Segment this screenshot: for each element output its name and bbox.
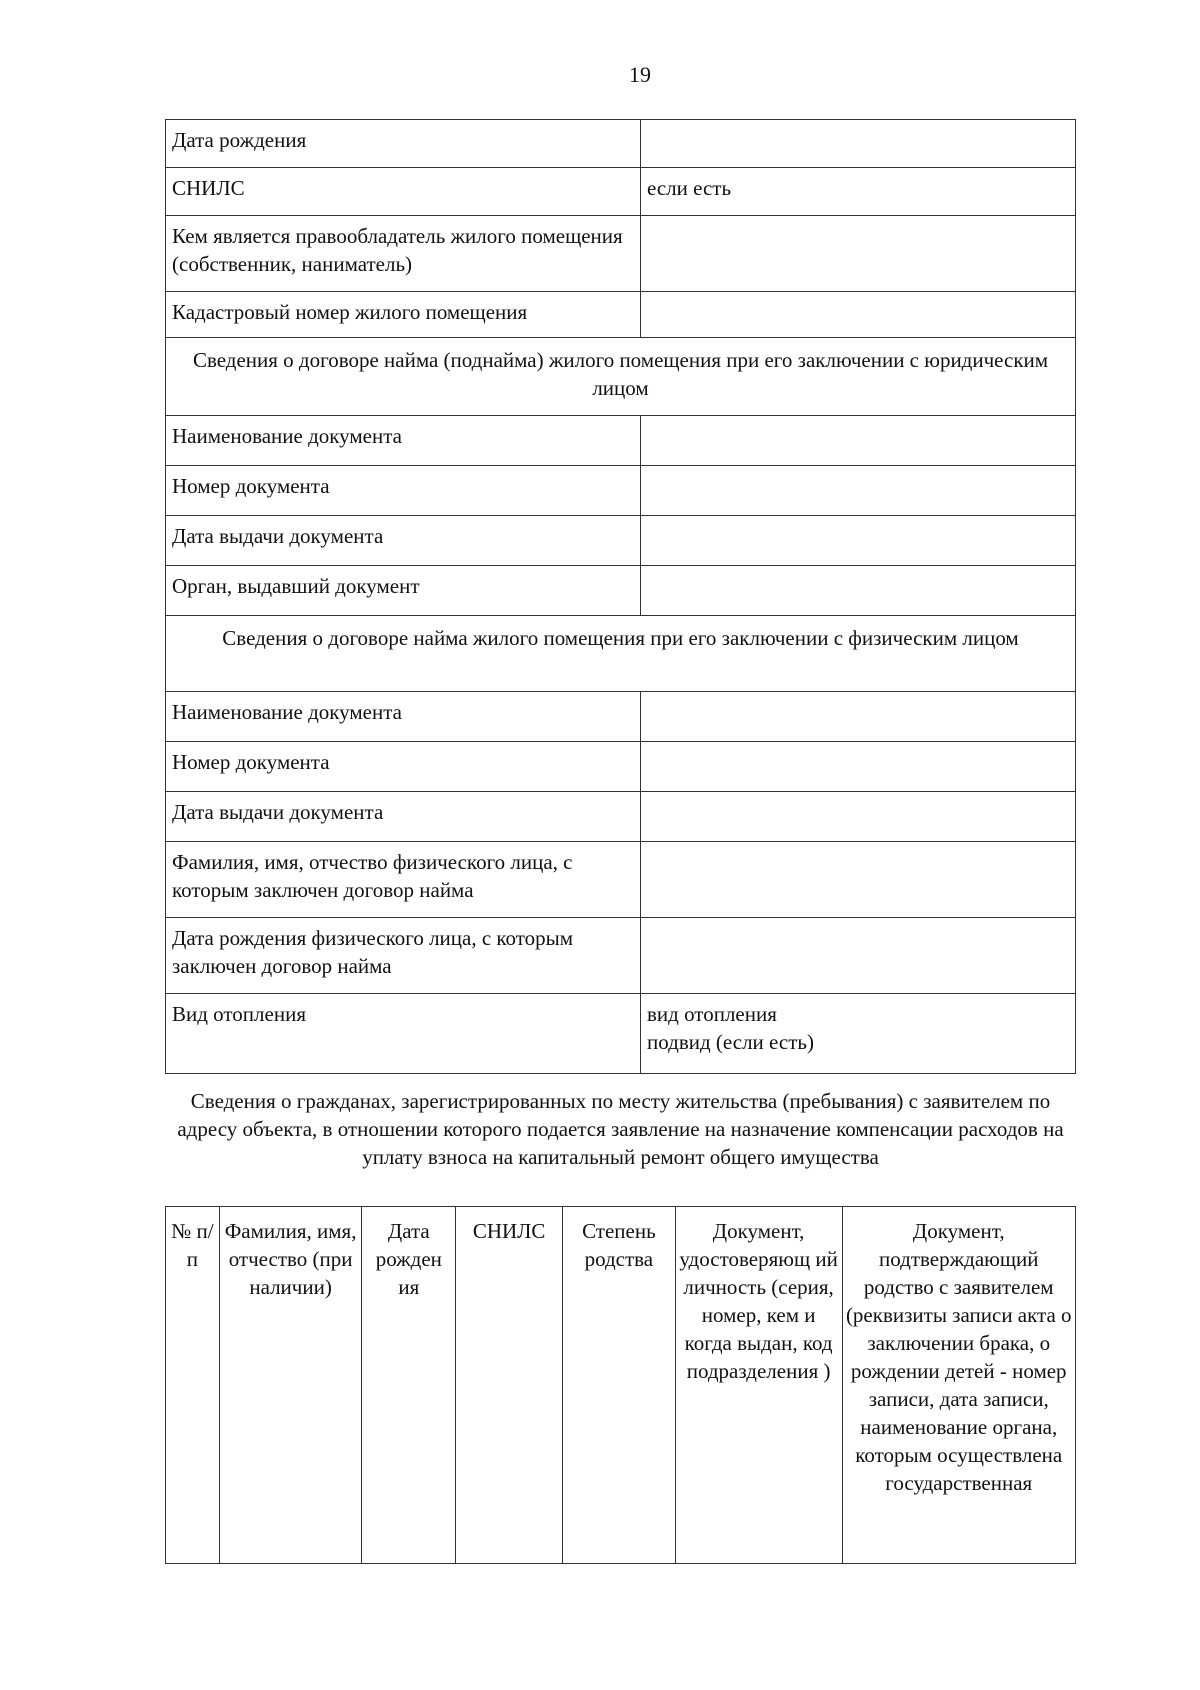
column-header-snils: СНИЛС bbox=[456, 1207, 563, 1564]
value-rights-holder bbox=[641, 216, 1076, 292]
table-row bbox=[166, 742, 1076, 792]
value-document-name bbox=[641, 416, 1076, 466]
table-row bbox=[166, 168, 1076, 216]
value-individual-full-name bbox=[641, 842, 1076, 918]
value-cadastral-number bbox=[641, 292, 1076, 338]
label-document-issue-date: Дата выдачи документа bbox=[166, 792, 641, 842]
table-row bbox=[166, 792, 1076, 842]
table-row bbox=[166, 994, 1076, 1074]
column-header-number: № п/п bbox=[166, 1207, 220, 1564]
individual-section-title: Сведения о договоре найма жилого помещения при его заключении с физическим лицом bbox=[166, 616, 1076, 692]
label-individual-full-name: Фамилия, имя, отчество физического лица, с которым заключен договор найма bbox=[166, 842, 641, 918]
label-document-name: Наименование документа bbox=[166, 692, 641, 742]
value-snils: если есть bbox=[641, 168, 1076, 216]
citizens-section-title: Сведения о гражданах, зарегистрированных по месту жительства (пребывания) с заявителем по адресу объекта, в отношении которого подается заявление на назначение компенсации расходов на уплату взноса на капитальный ремонт общего имущества bbox=[177, 1089, 1064, 1169]
table-row bbox=[166, 466, 1076, 516]
label-heating-type: Вид отопления bbox=[166, 994, 641, 1074]
value-document-issue-date bbox=[641, 516, 1076, 566]
value-issuing-authority bbox=[641, 566, 1076, 616]
column-header-identity-document: Документ, удостоверяющ ий личность (серия, номер, кем и когда выдан, код подразделения ) bbox=[675, 1207, 842, 1564]
table-row bbox=[166, 692, 1076, 742]
table-row bbox=[166, 292, 1076, 338]
label-snils: СНИЛС bbox=[166, 168, 641, 216]
table-row bbox=[166, 216, 1076, 292]
value-birth-date bbox=[641, 120, 1076, 168]
value-document-name bbox=[641, 692, 1076, 742]
label-document-number: Номер документа bbox=[166, 466, 641, 516]
label-rights-holder: Кем является правообладатель жилого помещения (собственник, наниматель) bbox=[166, 216, 641, 292]
heating-type-line: вид отопления bbox=[647, 1002, 777, 1026]
registered-citizens-table bbox=[165, 1206, 1076, 1564]
table-row bbox=[166, 842, 1076, 918]
value-document-issue-date bbox=[641, 792, 1076, 842]
table-row bbox=[166, 416, 1076, 466]
column-header-full-name: Фамилия, имя, отчество (при наличии) bbox=[219, 1207, 362, 1564]
table-row bbox=[166, 120, 1076, 168]
label-document-number: Номер документа bbox=[166, 742, 641, 792]
value-heating-type bbox=[641, 994, 1076, 1074]
value-document-number bbox=[641, 466, 1076, 516]
label-document-issue-date: Дата выдачи документа bbox=[166, 516, 641, 566]
column-header-birth-date: Дата рожден ия bbox=[362, 1207, 456, 1564]
value-individual-birth-date bbox=[641, 918, 1076, 994]
label-birth-date: Дата рождения bbox=[166, 120, 641, 168]
section-header-row bbox=[166, 338, 1076, 416]
section-header-row bbox=[166, 616, 1076, 692]
heating-subtype-line: подвид (если есть) bbox=[647, 1030, 814, 1054]
table-row bbox=[166, 516, 1076, 566]
label-individual-birth-date: Дата рождения физического лица, с которым заключен договор найма bbox=[166, 918, 641, 994]
label-cadastral-number: Кадастровый номер жилого помещения bbox=[166, 292, 641, 338]
column-header-kinship-document: Документ, подтверждающий родство с заявителем (реквизиты записи акта о заключении брака, о рождении детей - номер записи, дата записи, наименование органа, которым осуществлена государственная bbox=[842, 1207, 1076, 1564]
applicant-property-table bbox=[165, 119, 1076, 1074]
label-issuing-authority: Орган, выдавший документ bbox=[166, 566, 641, 616]
table-row bbox=[166, 566, 1076, 616]
value-document-number bbox=[641, 742, 1076, 792]
legal-entity-section-title: Сведения о договоре найма (поднайма) жилого помещения при его заключении с юридическим лицом bbox=[166, 338, 1076, 416]
label-document-name: Наименование документа bbox=[166, 416, 641, 466]
column-header-relationship: Степень родства bbox=[563, 1207, 676, 1564]
table-header-row bbox=[166, 1207, 1076, 1564]
table-row bbox=[166, 918, 1076, 994]
page-number: 19 bbox=[629, 62, 651, 87]
